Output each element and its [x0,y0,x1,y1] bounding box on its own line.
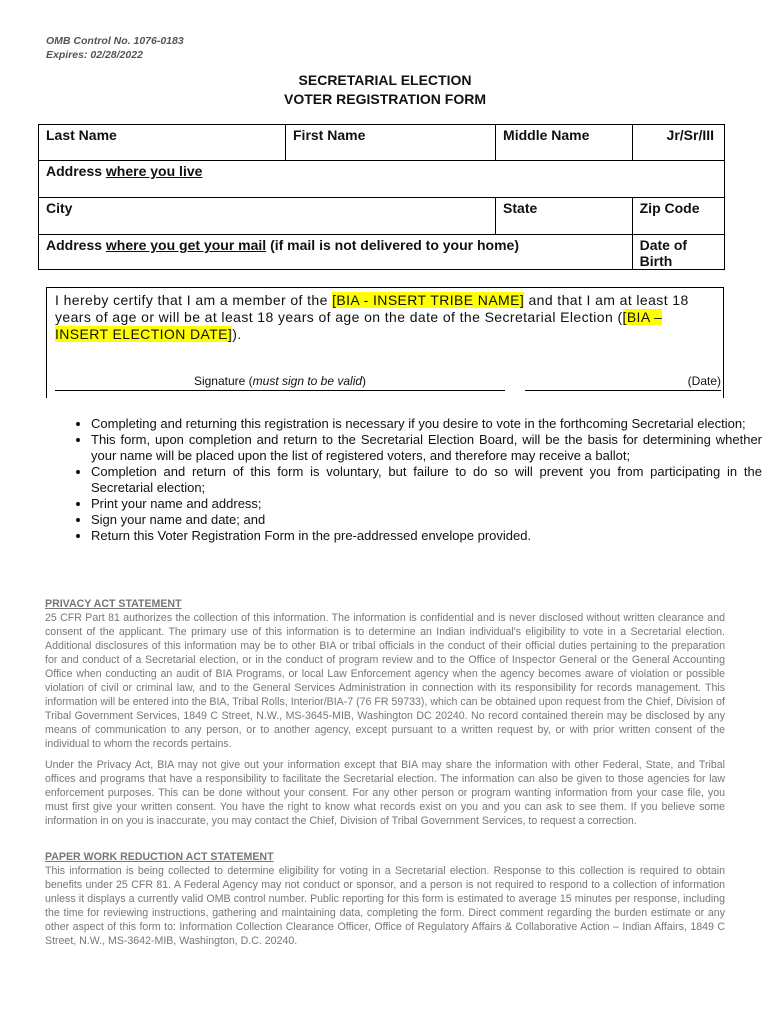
registration-table [38,124,725,270]
certify-text-1: I hereby certify that I am a member of the [55,292,333,308]
state-field[interactable] [496,198,633,235]
certification-text [55,292,717,343]
tribe-name-placeholder: [BIA - INSERT TRIBE NAME] [332,292,525,308]
mailing-address-field[interactable] [39,235,633,270]
home-address-underlined: where you live [105,163,203,179]
instructions-list [54,416,762,544]
date-label: (Date) [687,374,721,388]
middle-name-label: Middle Name [503,127,590,143]
paperwork-act-heading: PAPER WORK REDUCTION ACT STATEMENT [45,851,274,863]
title-line-2: VOTER REGISTRATION FORM [284,91,486,107]
election-date-placeholder: [BIA – INSERT ELECTION DATE] [55,309,663,342]
home-address-label: Address [46,163,106,179]
omb-info [46,34,184,62]
zip-field[interactable] [632,198,724,235]
title-line-1: SECRETARIAL ELECTION [298,72,472,88]
privacy-act-paragraph-2: Under the Privacy Act, BIA may not give out your information except that BIA may share the information with other Federal, State, and Tribal offices and programs that have a responsibility to facilitate the Secretarial election. The information can also be given to those agencies for law enforcement purposes. This can be done without your consent. For any other person or program wanting information from your case file, you must first give your written consent. You have the right to know what records exist on you and you can ask to see them. If you believe some information in on you is inaccurate, you may contact the Chief, Division of Tribal Government Services, to request a correction. [45,759,725,827]
paperwork-act-paragraph: This information is being collected to determine eligibility for voting in a Secretarial election. Response to this collection is required to obtain benefits under 25 CFR 81. A Federal Agency may not conduct or sponsor, and a person is not required to respond to a collection of information unless it displays a currently valid OMB control number. Public reporting for this form is estimated to average 15 minutes per response, including the time for reviewing instructions, gathering and maintaining data, completing the form. Direct comment regarding the burden estimate or any other aspect of this form to: Information Collection Clearance Officer, Office of Regulatory Affairs & Collaborative Action – Indian Affairs, 1849 C Street, N.W., MS-3642-MIB, Washington, D.C. 20240. [45,865,725,947]
last-name-label: Last Name [46,127,117,143]
state-label: State [503,200,538,216]
certify-text-2: and that I am at least 18 years of age or will be at least 18 years of age on the date of the Secretarial Election ( [55,292,689,325]
mailing-address-underlined: where you get your mail [105,237,267,253]
paperwork-act-section [45,850,725,948]
first-name-field[interactable] [286,125,496,161]
certify-text-3: ). [232,326,242,342]
zip-label: Zip Code [639,200,700,216]
date-line[interactable] [525,374,721,391]
list-item: • Completion and return of this form is voluntary, but failure to do so will prevent you from participating in the Secretarial election; [91,464,762,496]
suffix-field[interactable] [632,125,724,161]
mailing-address-label: Address [46,237,106,253]
privacy-act-section [45,597,725,751]
mailing-address-note: (if mail is not delivered to your home) [266,237,520,253]
list-item: • This form, upon completion and return to the Secretarial Election Board, will be the basis for determining whether your name will be placed upon the list of registered voters, and therefore may receive a ballot; [91,432,762,464]
signature-label: Signature ( [193,374,253,388]
city-label: City [46,200,73,216]
privacy-act-heading: PRIVACY ACT STATEMENT [45,598,182,610]
omb-control-number: OMB Control No. 1076-0183 [46,35,184,47]
dob-label: Date of Birth [639,237,688,269]
suffix-label: Jr/Sr/III [666,127,714,143]
middle-name-field[interactable] [496,125,633,161]
signature-label-end: ) [362,374,367,388]
omb-expiration: Expires: 02/28/2022 [46,49,143,61]
dob-field[interactable] [632,235,724,270]
city-field[interactable] [39,198,496,235]
privacy-act-paragraph-1: 25 CFR Part 81 authorizes the collection of this information. The information is confidential and is never disclosed without written clearance and consent of the applicant. The primary use of this information is to determine an Indian individual's eligibility to vote in a Secretarial election. Additional disclosures of this information may be to other BIA or tribal officials in the conduct of their official duties pertaining to the preparation for and conduct of a Secretarial election, or in the conduct of program review and to the Office of Inspector General or the General Accounting Office when conducting an audit of BIA Programs, or local Law Enforcement agency when the agency becomes aware of violation or possible violation of civil or criminal law, and to the General Services Administration in connection with its responsibility for records management. This information will be entered into the BIA, Tribal Rolls, Interior/BIA-7 (76 FR 59733), which can be obtained upon request from the Chief, Division of Tribal Government Services, 1849 C Street, N.W., MS-3645-MIB, Washington DC 20240. No record contained therein may be disclosed by any means of communication to any person, or to another agency, except pursuant to a written request by, or with prior written consent of the individual to whom the records pertains. [45,612,725,750]
first-name-label: First Name [293,127,366,143]
list-item: • Completing and returning this registration is necessary if you desire to vote in the forthcoming Secretarial election; [91,416,762,432]
home-address-field[interactable] [39,161,725,198]
signature-note: must sign to be valid [252,374,363,388]
form-title [0,71,770,109]
signature-line[interactable] [55,374,505,391]
list-item: • Return this Voter Registration Form in the pre-addressed envelope provided. [91,528,762,544]
certification-box [46,287,724,398]
list-item: • Sign your name and date; and [91,512,762,528]
last-name-field[interactable] [39,125,286,161]
list-item: • Print your name and address; [91,496,762,512]
